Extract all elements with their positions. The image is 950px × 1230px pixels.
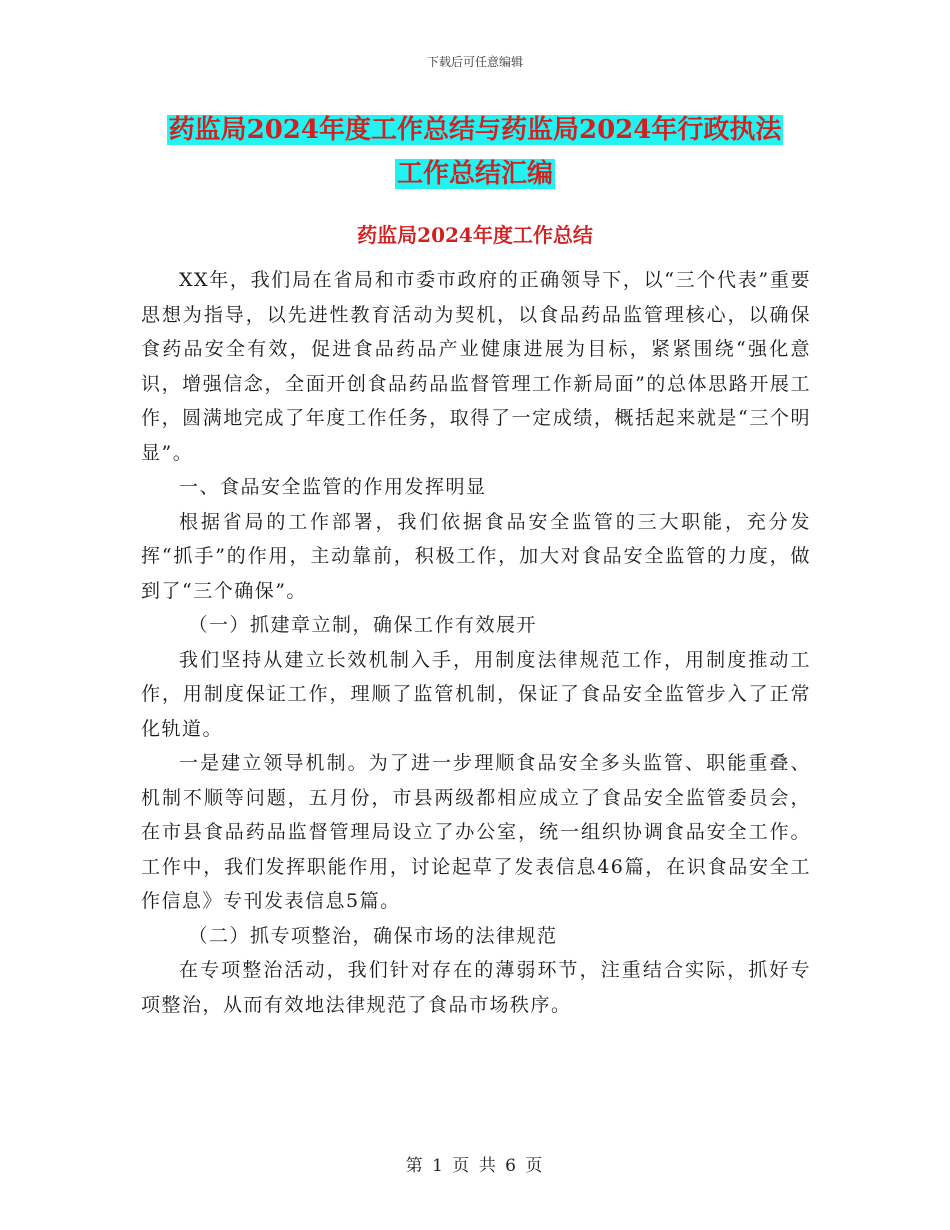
page-header-note: 下载后可任意编辑 [426,55,523,69]
body-paragraph: 一是建立领导机制。为了进一步理顺食品安全多头监管、职能重叠、机制不顺等问题，五月份，市县两级都相应成立了食品安全监管委员会，在市县食品药品监督管理局设立了办公室，统一组织协调食品安全工作。工作中，我们发挥职能作用，讨论起草了发表信息46篇，在识食品安全工作信息》专刊发表信息5篇。 [141,752,811,912]
body-paragraph: 根据省局的工作部署，我们依据食品安全监管的三大职能，充分发挥“抓手”的作用，主动靠前，积极工作，加大对食品安全监管的力度，做到了“三个确保”。 [141,510,811,602]
page-number: 第 1 页 共 6 页 [405,1156,545,1176]
document-body [141,263,811,1022]
heading-level-2: （二）抓专项整治，确保市场的法律规范 [188,924,558,947]
heading-level-1: 一、食品安全监管的作用发挥明显 [179,476,487,498]
document-title [0,108,950,196]
title-highlight-1: 药监局2024年度工作总结与药监局2024年行政执法 [168,115,782,145]
title-highlight-2: 工作总结汇编 [396,159,553,189]
document-title-line-1 [0,108,950,152]
body-paragraph: 我们坚持从建立长效机制入手，用制度法律规范工作，用制度推动工作，用制度保证工作，理顺了监管机制，保证了食品安全监管步入了正常化轨道。 [141,648,811,740]
document-title-line-2 [0,152,950,196]
section-title: 药监局2024年度工作总结 [357,223,593,247]
body-paragraph-intro: XX年，我们局在省局和市委市政府的正确领导下，以“三个代表”重要思想为指导，以先进性教育活动为契机，以食品药品监管理核心，以确保食药品安全有效，促进食品药品产业健康进展为目标，紧紧围绕“强化意识，增强信念，全面开创食品药品监督管理工作新局面”的总体思路开展工作，圆满地完成了年度工作任务，取得了一定成绩，概括起来就是“三个明显”。 [141,269,811,464]
heading-level-2: （一）抓建章立制，确保工作有效展开 [188,614,538,636]
body-paragraph: 在专项整治活动，我们针对存在的薄弱环节，注重结合实际，抓好专项整治，从而有效地法律规范了食品市场秩序。 [141,959,811,1016]
